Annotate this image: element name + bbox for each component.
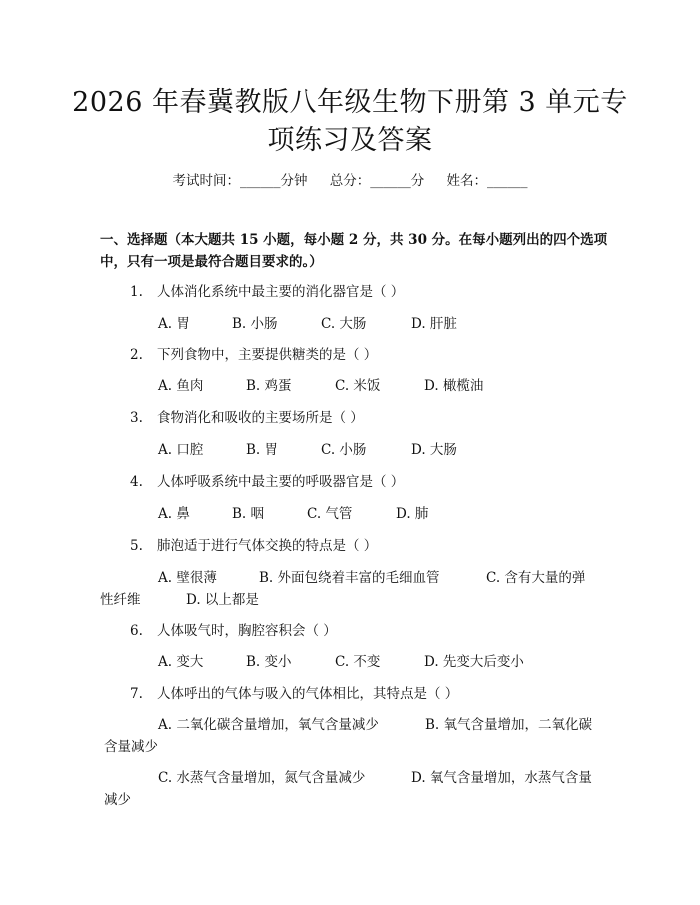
option-a: A. 变大 <box>158 654 204 670</box>
option-b: B. 咽 <box>232 506 265 522</box>
question-1 <box>130 281 404 303</box>
option-c: C. 大肠 <box>321 316 367 332</box>
option-c: C. 小肠 <box>321 442 367 458</box>
option-d: D. 以上都是 <box>186 592 259 608</box>
option-a: A. 口腔 <box>158 442 204 458</box>
option-d: D. 先变大后变小 <box>424 654 524 670</box>
question-text: 人体消化系统中最主要的消化器官是（ ） <box>157 284 405 300</box>
option-c: C. 含有大量的弹 <box>486 570 586 586</box>
title-line-2: 项练习及答案 <box>267 125 433 156</box>
option-c: C. 气管 <box>307 506 353 522</box>
question-text: 人体吸气时，胸腔容积会（ ） <box>157 623 337 639</box>
question-5 <box>130 535 377 557</box>
question-6 <box>130 620 337 642</box>
question-text: 下列食物中，主要提供糖类的是（ ） <box>157 347 378 363</box>
option-c-continued: 性纤维 <box>100 592 141 608</box>
option-a: A. 二氧化碳含量增加，氧气含量减少 <box>158 717 379 733</box>
exam-time: 考试时间：______分钟 <box>172 173 308 189</box>
option-c: C. 米饭 <box>335 378 381 394</box>
question-text: 食物消化和吸收的主要场所是（ ） <box>157 410 364 426</box>
option-d: D. 氧气含量增加，水蒸气含量 <box>411 770 592 786</box>
question-2 <box>130 344 377 366</box>
question-3 <box>130 407 364 429</box>
option-c: C. 水蒸气含量增加，氮气含量减少 <box>158 770 366 786</box>
question-number: 1. <box>130 284 143 300</box>
option-d: D. 肝脏 <box>411 316 457 332</box>
option-c: C. 不变 <box>335 654 381 670</box>
option-a: A. 胃 <box>158 316 190 332</box>
option-d: D. 肺 <box>396 506 429 522</box>
document-title <box>60 84 640 160</box>
question-number: 7. <box>130 686 143 702</box>
option-b-continued: 含量减少 <box>104 739 158 755</box>
question-number: 3. <box>130 410 143 426</box>
question-number: 4. <box>130 474 143 490</box>
question-4 <box>130 471 404 493</box>
question-text: 肺泡适于进行气体交换的特点是（ ） <box>157 538 378 554</box>
question-number: 2. <box>130 347 143 363</box>
option-b: B. 胃 <box>246 442 279 458</box>
option-b: B. 小肠 <box>232 316 278 332</box>
question-number: 6. <box>130 623 143 639</box>
option-b: B. 鸡蛋 <box>246 378 292 394</box>
total-score: 总分：______分 <box>329 173 425 189</box>
option-d-continued: 减少 <box>104 792 131 808</box>
exam-meta <box>0 169 700 189</box>
question-number: 5. <box>130 538 143 554</box>
option-a: A. 鱼肉 <box>158 378 204 394</box>
option-b: B. 外面包绕着丰富的毛细血管 <box>259 570 440 586</box>
option-b: B. 氧气含量增加，二氧化碳 <box>425 717 593 733</box>
question-text: 人体呼吸系统中最主要的呼吸器官是（ ） <box>157 474 405 490</box>
student-name: 姓名：______ <box>446 173 528 189</box>
question-7-options-cd <box>100 767 610 811</box>
option-a: A. 鼻 <box>158 506 190 522</box>
question-7-options-ab <box>100 714 610 758</box>
question-7 <box>130 683 458 705</box>
title-line-1: 2026 年春冀教版八年级生物下册第 3 单元专 <box>72 87 628 118</box>
option-b: B. 变小 <box>246 654 292 670</box>
section-heading: 一、选择题（本大题共 15 小题，每小题 2 分，共 30 分。在每小题列出的四个选项中，只有一项是最符合题目要求的。） <box>100 232 608 270</box>
question-5-options <box>100 567 610 611</box>
option-a: A. 壁很薄 <box>158 570 217 586</box>
option-d: D. 大肠 <box>411 442 457 458</box>
option-d: D. 橄榄油 <box>424 378 484 394</box>
question-text: 人体呼出的气体与吸入的气体相比，其特点是（ ） <box>157 686 459 702</box>
